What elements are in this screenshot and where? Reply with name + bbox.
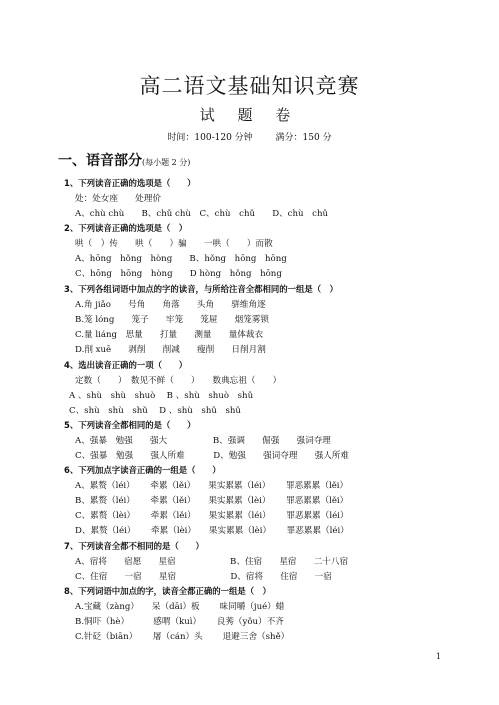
- question-line: C、hōng hōng hòng D hòng hǒng hōng: [75, 269, 282, 279]
- question-stem: 8、下列词语中加点的字，读音全都正确的一组是（ ）: [64, 586, 271, 596]
- question-stem: 5、下列读音全都相同的是（ ）: [64, 420, 196, 430]
- question-stem: 6、下列加点字读音正确的一组是（ ）: [64, 465, 221, 475]
- question-line: A.角 jiǎo 号角 角落 头角 骈维角逐: [75, 300, 266, 310]
- question-line: 哄（ ）传 哄（ ）骗 一哄（ ）而散: [75, 239, 273, 249]
- question-line: D.削 xuē 剥削 削减 瘦削 日削月割: [75, 345, 266, 355]
- question-line: C、强暴 勉强 强人所难 D、勉强 强词夺理 强人所难: [75, 451, 350, 461]
- question-line: 处：处女座 处理价: [75, 194, 161, 204]
- question-line: 定数（ ） 数见不鲜（ ） 数典忘祖（ ）: [75, 376, 282, 386]
- section-heading: [58, 150, 190, 170]
- exam-title: 高二语文基础知识竞赛: [139, 74, 360, 98]
- exam-meta: [0, 130, 499, 143]
- question-line: A 、shù shù shuò B 、shù shuò shǔ: [69, 391, 254, 401]
- question-line: A、hōng hǒng hòng B、hǒng hōng hōng: [75, 254, 287, 264]
- question-line: A、累赘（léi） 牵累（lěi） 果实累累（léi） 罪恶累累（lěi）: [75, 481, 349, 491]
- question-stem: 4、选出读音正确的一项（ ）: [64, 360, 188, 370]
- page-number: 1: [435, 652, 441, 661]
- question-line: C、住宿 一宿 星宿 D、宿将 住宿 一宿: [75, 572, 332, 582]
- exam-time: 时间：100-120 分钟: [167, 133, 253, 143]
- question-line: A、强暴 勉强 强大 B、强调 倔强 强词夺理: [75, 436, 331, 446]
- question-line: C.量 liáng 思量 打量 测量 量体裁衣: [75, 330, 264, 340]
- question-line: A、chù chù B、chǔ chù C、chù chǔ D、chù chǔ: [75, 209, 329, 219]
- exam-subtitle: 试 题 卷: [199, 106, 300, 124]
- question-stem: 7、下列读音全都不相同的是（ ）: [64, 541, 204, 551]
- question-stem: 2、下列读音正确的选项是（ ）: [64, 223, 188, 233]
- question-line: B.恫吓（hè） 感喟（kuì） 良莠（yǒu）不齐: [75, 617, 284, 627]
- section-title: 一、语音部分: [58, 153, 142, 169]
- question-stem: 3、下列各组词语中加点的字的读音，与所给注音全都相同的一组是（ ）: [64, 284, 338, 294]
- question-stem: 1、下列读音正确的选项是（ ）: [64, 178, 196, 188]
- question-line: C、shù shù shǔ D 、shù shǔ shǔ: [69, 406, 241, 416]
- question-line: B、累赘（léi） 牵累（lěi） 果实累累（lèi） 罪恶累累（lěi）: [75, 496, 349, 506]
- question-line: B.笼 lóng 笼子 牢笼 笼屉 烟笼雾锁: [75, 315, 270, 325]
- exam-score: 满分：150 分: [275, 133, 332, 143]
- question-line: A.宝藏（zàng） 呆（dāi）板 味同嚼（jué）蜡: [75, 602, 285, 612]
- section-note: (每小题 2 分): [142, 158, 191, 167]
- question-line: A、宿将 宿愿 星宿 B、住宿 星宿 二十八宿: [75, 557, 349, 567]
- question-line: C.针砭（biān） 屠（cán）头 退避三舍（shě）: [75, 632, 290, 642]
- question-line: D、累赘（léi） 牵累（lèi） 果实累累（lèi） 罪恶累累（léi）: [75, 526, 349, 536]
- question-line: C、累赘（lèi） 牵累（lěi） 果实累累（léi） 罪恶累累（léi）: [75, 511, 349, 521]
